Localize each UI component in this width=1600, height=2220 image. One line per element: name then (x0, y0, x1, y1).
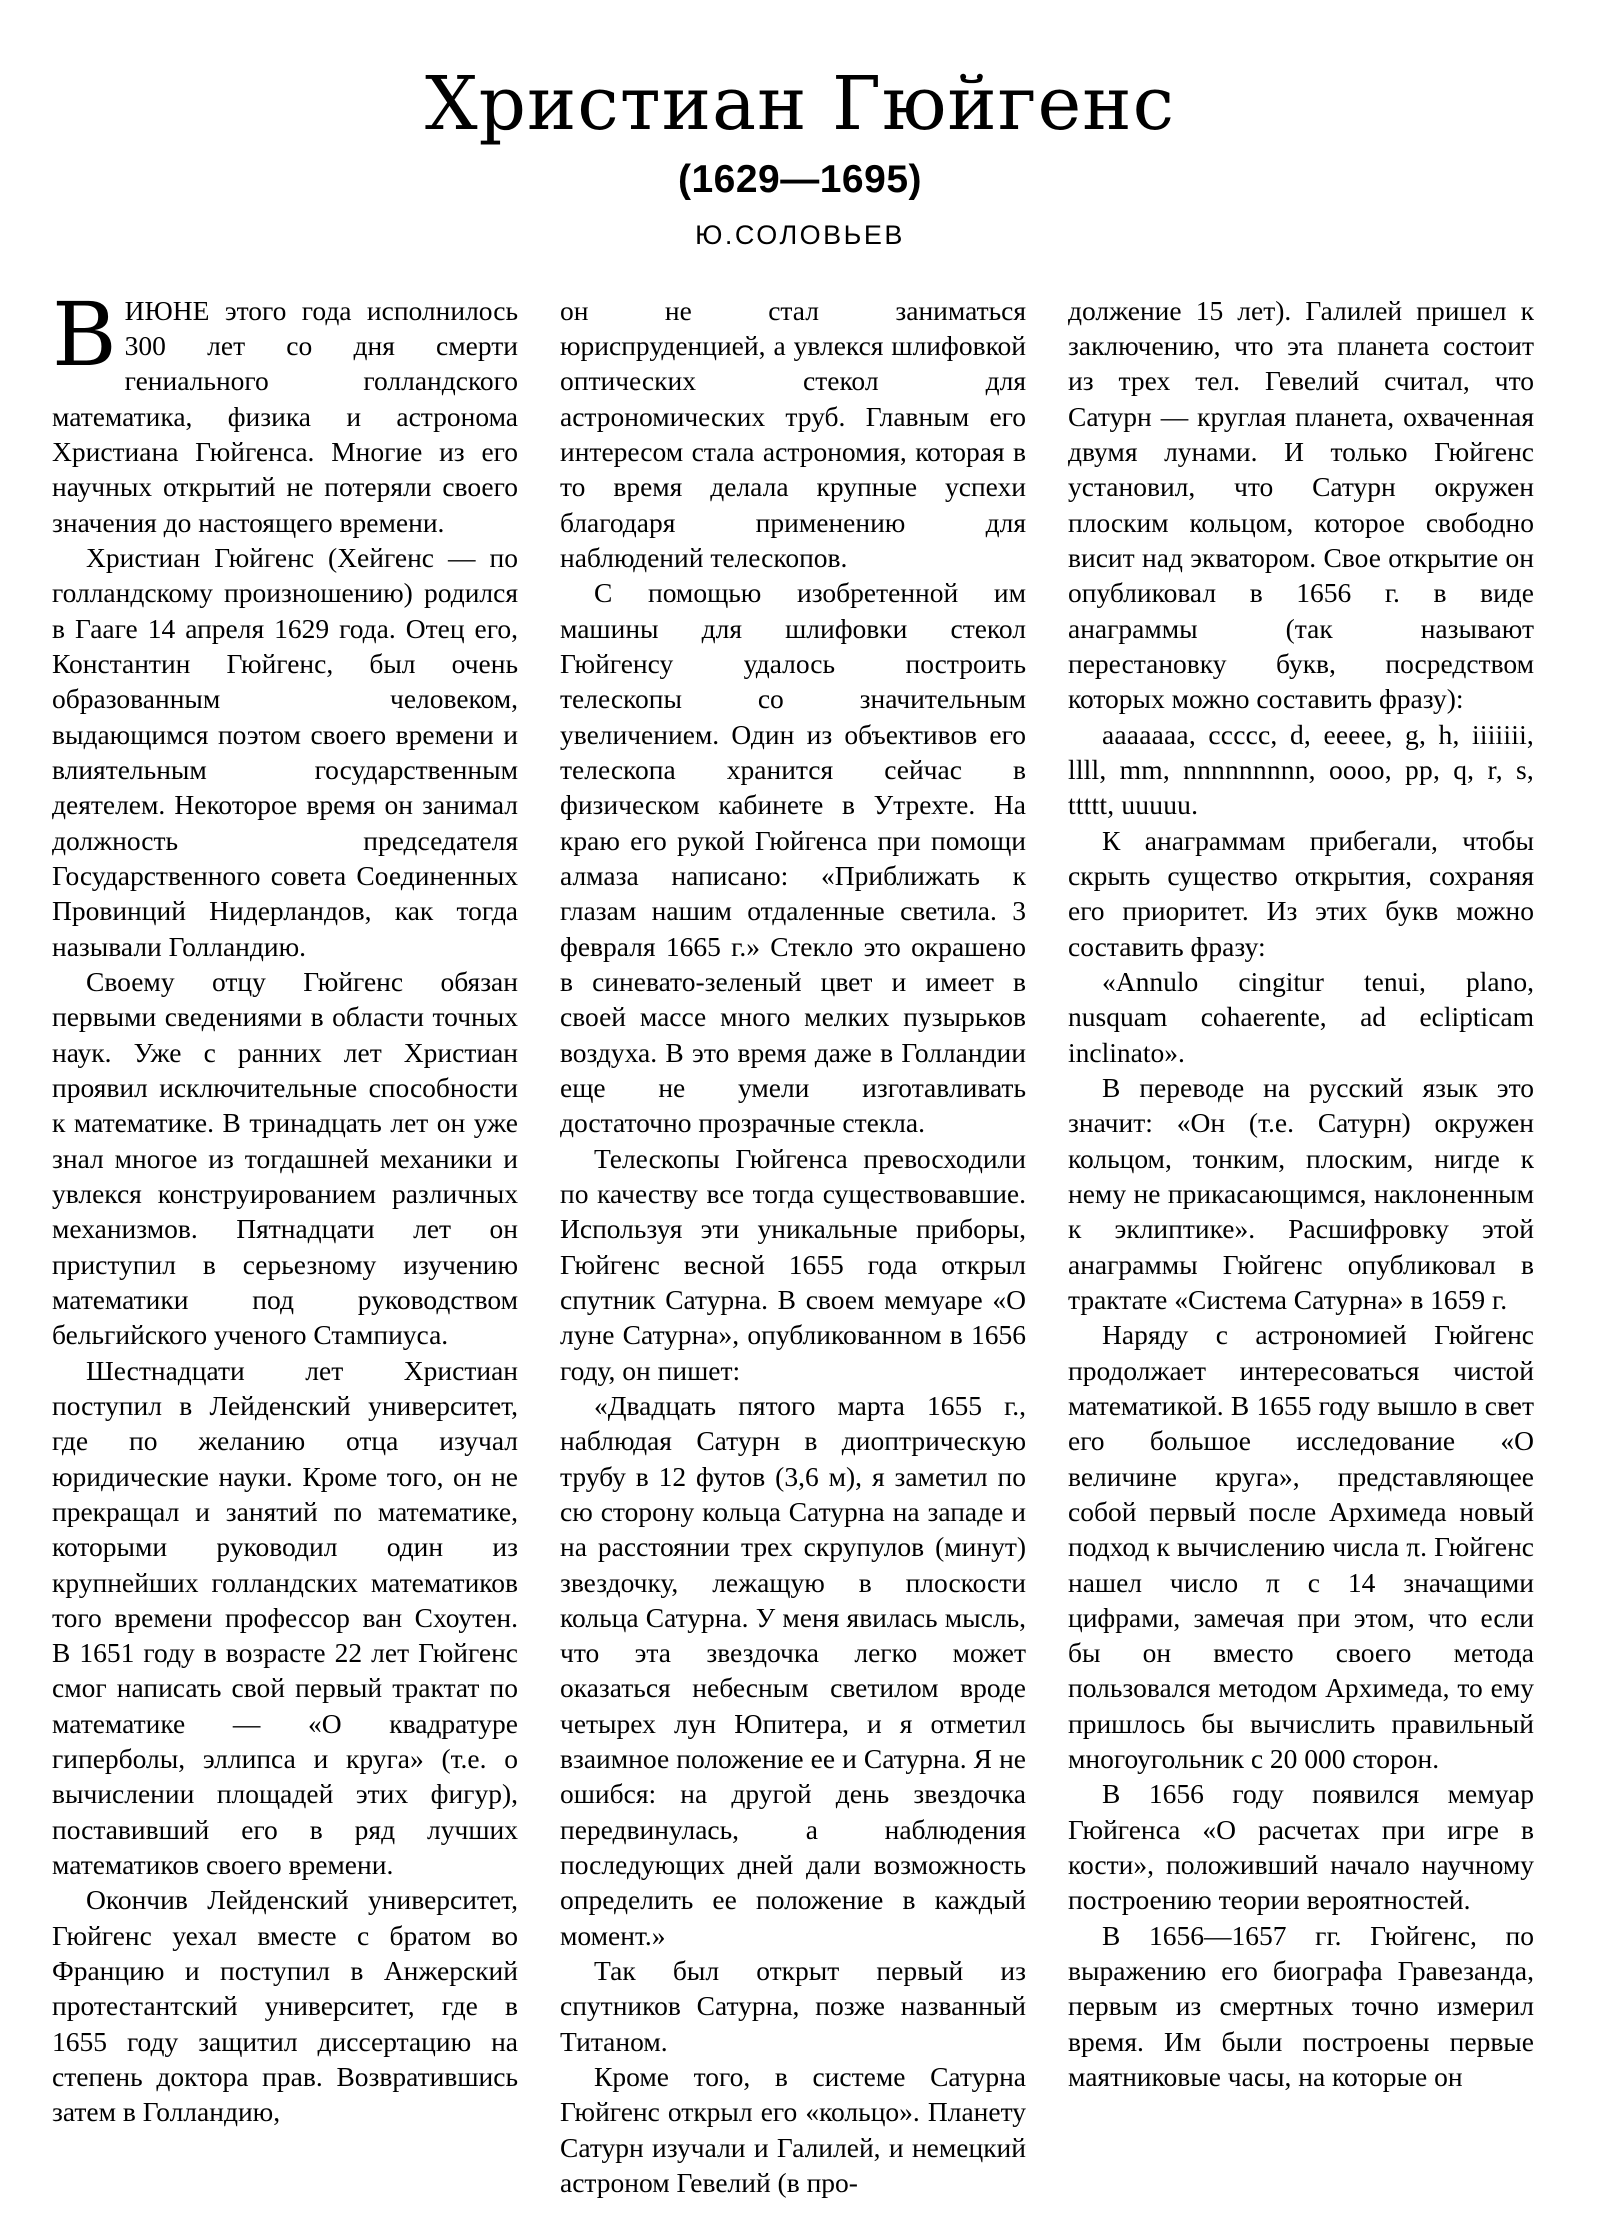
page-title: Христиан Гюйгенс (424, 61, 1176, 147)
text-column-3 (1068, 293, 1534, 2095)
paragraph: Окончив Лейденский университет, Гюйгенс уехал вместе с братом во Францию и поступил в Анжерский протестантский университет, где в 1655 году защитил диссертацию на степень доктора прав. Возвратившись затем в Голландию, (52, 1884, 518, 2128)
paragraph: Кроме того, в системе Сатурна Гюйгенс открыл его «кольцо». Планету Сатурн изучали и Галилей, и немецкий астроном Гевелий (в про- (560, 2061, 1026, 2199)
paragraph (52, 282, 518, 540)
author-name: Ю.СОЛОВЬЕВ (695, 219, 905, 250)
anagram-letters: aaaaaaa, ccccc, d, eeeee, g, h, iiiiiii, llll, mm, nnnnnnnnn, oooo, pp, q, r, s, ttttt, uuuuu. (1068, 718, 1534, 821)
paragraph: Так был открыт первый из спутников Сатурна, позже названный Титаном. (560, 1955, 1026, 2057)
paragraph: он не стал заниматься юриспруденцией, а увлекся шлифовкой оптических стекол для астрономических труб. Главным его интересом стала астрономия, которая в то время делала крупные успехи благодаря применению для наблюдений телескопов. (560, 294, 1026, 573)
paragraph: должение 15 лет). Галилей пришел к заключению, что эта планета состоит из трех тел. Гевелий считал, что Сатурн — круглая планета, охваченная двумя лунами. И только Гюйгенс установил, что Сатурн окружен плоским кольцом, которое свободно висит над экватором. Свое открытие он опубликовал в 1656 г. в виде анаграммы (так называют перестановку букв, посредством которых можно составить фразу): (1068, 294, 1534, 715)
paragraph: Наряду с астрономией Гюйгенс продолжает интересоваться чистой математикой. В 1655 году вышло в свет его большое исследование «О величине круга», представляющее собой первый после Архимеда новый подход к вычислению числа π. Гюйгенс нашел число π с 14 значащими цифрами, замечая при этом, что если бы он вместо своего метода пользовался методом Архимеда, то ему пришлось бы вычислить правильный многоугольник с 20 000 сторон. (1068, 1319, 1534, 1775)
text-column-2 (560, 293, 1026, 2201)
paragraph: «Двадцать пятого марта 1655 г., наблюдая Сатурн в диоптрическую трубу в 12 футов (3,6 м), я заметил по сю сторону кольца Сатурна на западе и на расстоянии трех скрупулов (минут) звездочку, лежащую в плоскости кольца Сатурна. У меня явилась мысль, что эта звездочка легко может оказаться небесным светилом вроде четырех лун Юпитера, и я отметил взаимное положение ее и Сатурна. Я не ошибся: на другой день звездочка передвинулась, а наблюдения последующих дней дали возможность определить ее положение в каждый момент.» (560, 1389, 1026, 1951)
paragraph: В переводе на русский язык это значит: «Он (т.е. Сатурн) окружен кольцом, тонким, плоским, нигде к нему не прикасающимся, наклоненным к эклиптике». Расшифровку этой анаграммы Гюйгенс опубликовал в трактате «Система Сатурна» в 1659 г. (1068, 1071, 1534, 1315)
article-columns (52, 282, 1548, 2201)
text-column-1 (52, 282, 518, 2130)
paragraph: В 1656—1657 гг. Гюйгенс, по выражению его биографа Гравезанда, первым из смертных точно измерил время. Им были построены первые маятниковые часы, на которые он (1068, 1919, 1534, 2093)
paragraph: С помощью изобретенной им машины для шлифовки стекол Гюйгенсу удалось построить телескопы со значительным увеличением. Один из объективов его телескопа хранится сейчас в физическом кабинете в Утрехте. На краю его рукой Гюйгенса при помощи алмаза написано: «Приближать к глазам нашим отдаленные светила. 3 февраля 1665 г.» Стекло это окрашено в синевато-зеленый цвет и имеет в своей массе много мелких пузырьков воздуха. В это время даже в Голландии еще не умели изготавливать достаточно прозрачные стекла. (560, 577, 1026, 1139)
anagram-latin-phrase: «Annulo cingitur tenui, plano, nusquam cohaerente, ad eclipticam inclinato». (1068, 965, 1534, 1068)
paragraph: Шестнадцати лет Христиан поступил в Лейденский университет, где по желанию отца изучал юридические науки. Кроме того, он не прекращал и занятий по математике, которыми руководил один из крупнейших голландских математиков того времени профессор ван Схоутен. В 1651 году в возрасте 22 лет Гюйгенс смог написать свой первый трактат по математике — «О квадратуре гиперболы, эллипса и круга» (т.е. о вычислении площадей этих фигур), поставивший его в ряд лучших математиков своего времени. (52, 1354, 518, 1881)
paragraph: К анаграммам прибегали, чтобы скрыть существо открытия, сохраняя его приоритет. Из этих букв можно составить фразу: (1068, 824, 1534, 962)
page-subtitle-years: (1629—1695) (678, 157, 922, 201)
paragraph: Телескопы Гюйгенса превосходили по качеству все тогда существовавшие. Используя эти уникальные приборы, Гюйгенс весной 1655 года открыл спутник Сатурна. В своем мемуаре «О луне Сатурна», опубликованном в 1656 году, он пишет: (560, 1142, 1026, 1386)
paragraph: Христиан Гюйгенс (Хейгенс — по голландскому произношению) родился в Гааге 14 апреля 1629 года. Отец его, Константин Гюйгенс, был очень образованным человеком, выдающимся поэтом своего времени и влиятельным государственным деятелем. Некоторое время он занимал должность председателя Государственного совета Соединенных Провинций Нидерландов, как тогда называли Голландию. (52, 541, 518, 962)
drop-cap: В (52, 282, 117, 386)
paragraph: В 1656 году появился мемуар Гюйгенса «О расчетах при игре в кости», положивший начало научному построению теории вероятностей. (1068, 1778, 1534, 1916)
paragraph-text: ИЮНЕ этого года исполнилось 300 лет со дня смерти гениального голландского математика, физика и астронома Христиана Гюйгенса. Многие из его научных открытий не потеряли своего значения до настоящего времени. (52, 294, 518, 538)
paragraph: Своему отцу Гюйгенс обязан первыми сведениями в области точных наук. Уже с ранних лет Христиан проявил исключительные способности к математике. В тринадцать лет он уже знал многое из тогдашней механики и увлекся конструированием различных механизмов. Пятнадцати лет он приступил в серьезному изучению математики под руководством бельгийского ученого Стампиуса. (52, 965, 518, 1351)
